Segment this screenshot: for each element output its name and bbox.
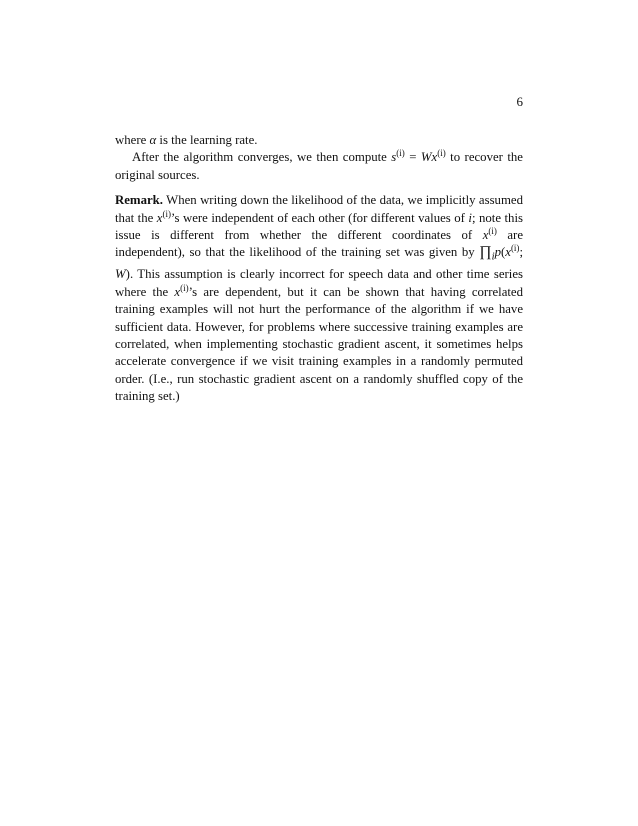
math-W: W (420, 150, 432, 165)
page-number: 6 (516, 94, 523, 109)
alpha-symbol: α (149, 133, 157, 147)
product-symbol: ∏ (479, 244, 492, 261)
paragraph-learning-rate: where α is the learning rate. (115, 133, 258, 147)
remark-paragraph: Remark. When writing down the likelihood of the data, we implicitly assumed that the $x^{(i)}’s$ were independent of each other (for different values of i; note this issue is different from whether the different coordinates of $x^{(i)}$ are independent), so that the likelihood of the training set was given by $\prod_ip(x^{(i)}$; W). This assumption is clearly incorrect for speech data and other time series where the $x^{(i)}’s$ are dependent, but it can be shown that having correlated training examples will not hurt the performance of the algorithm if we have sufficient data. However, for problems where successive training examples are correlated, when implementing stochastic gradient ascent, it sometimes helps accelerate convergence if we visit training examples in a randomly permuted order. (I.e., run stochastic gradient ascent on a randomly shuffled copy of the training set.) (115, 193, 524, 404)
math-x: x (431, 150, 438, 165)
paragraph-recover-sources: After the algorithm converges, we then compute $s^{(i)} = Wx^{(i)}$ to recover the original sources. (115, 148, 523, 182)
remark-label: Remark. (115, 193, 163, 208)
body-text (115, 132, 523, 406)
math-s: s (391, 150, 397, 165)
